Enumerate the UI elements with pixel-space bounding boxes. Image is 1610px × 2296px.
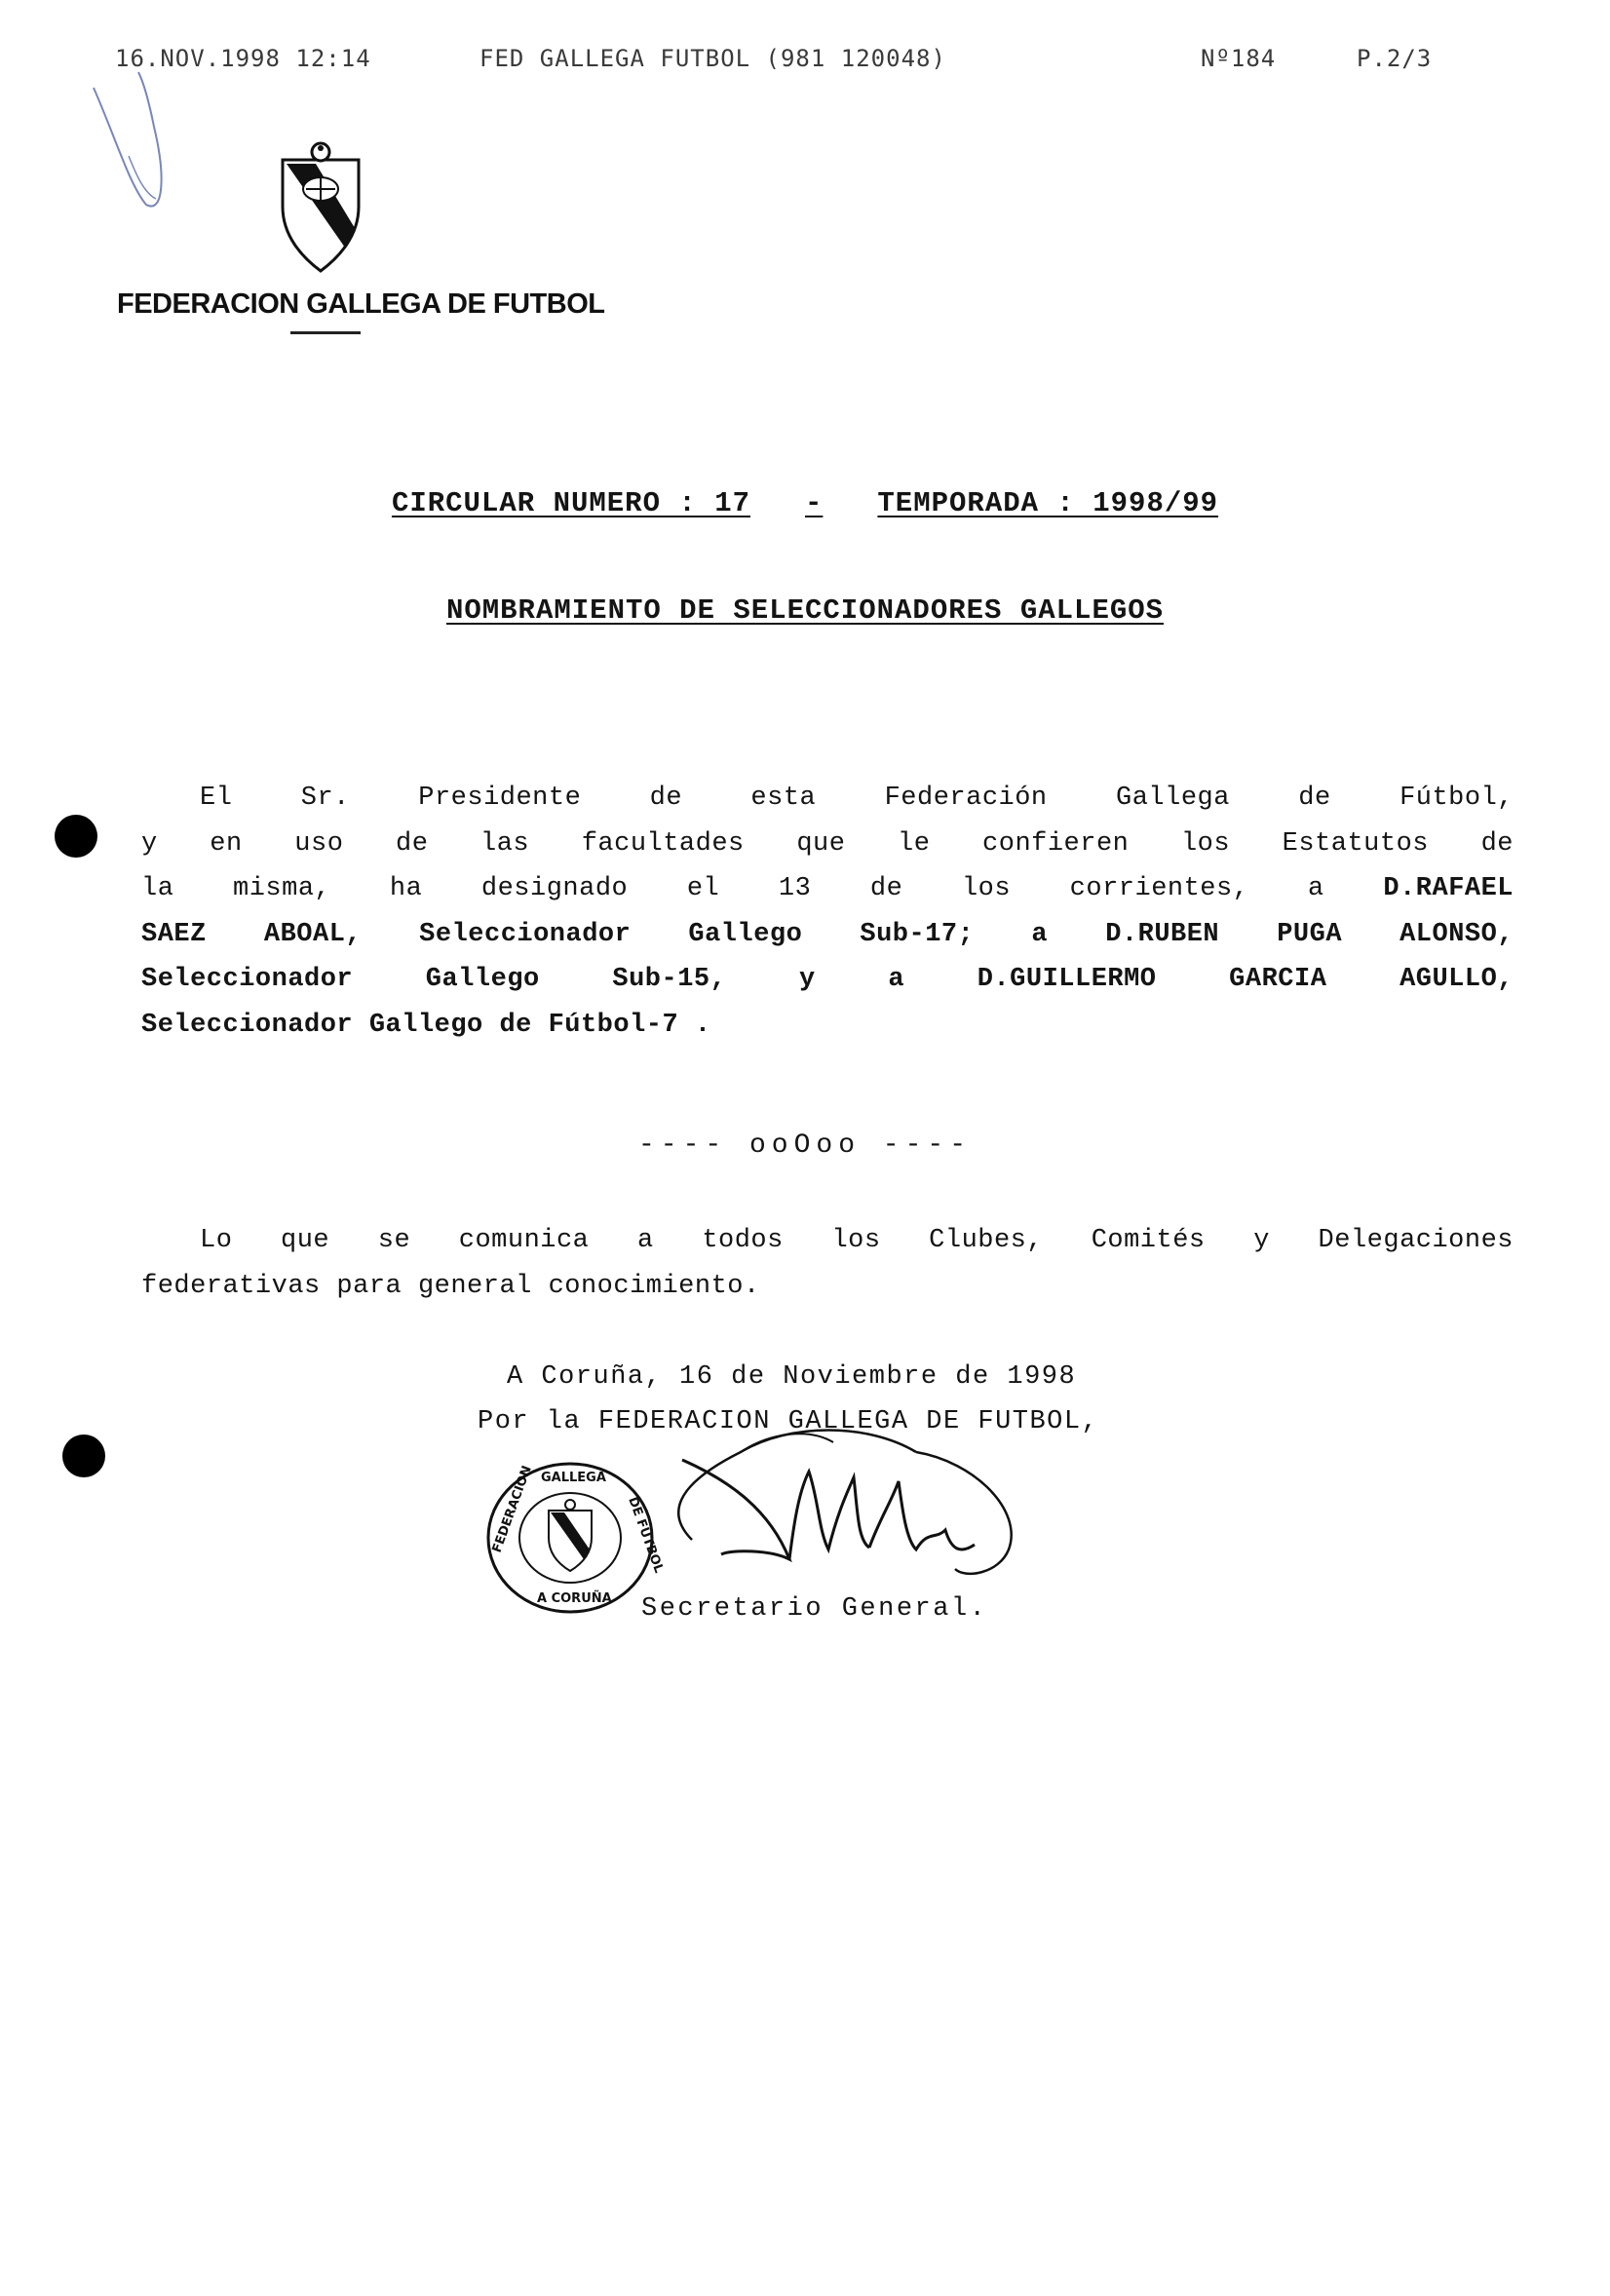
name-guillermo: D.GUILLERMO GARCIA AGULLO, <box>977 965 1514 994</box>
on-behalf-line: Por la FEDERACION GALLEGA DE FUTBOL, <box>478 1407 1099 1436</box>
federation-logo-icon <box>277 138 364 275</box>
circular-season: TEMPORADA : 1998/99 <box>877 487 1219 519</box>
circular-number: CIRCULAR NUMERO : 17 <box>391 487 750 519</box>
section-separator: ---- ooOoo ---- <box>637 1130 973 1161</box>
circular-heading <box>0 487 1610 519</box>
body-line: y en uso de las facultades que le confieren los Estatutos de <box>141 828 1514 859</box>
fax-datetime: 16.NOV.1998 12:14 <box>115 45 371 72</box>
pen-mark-icon <box>86 68 173 214</box>
svg-text:GALLEGA: GALLEGA <box>541 1471 606 1485</box>
body-line: SAEZ ABOAL, Seleccionador Gallego Sub-17; a D.RUBEN PUGA ALONSO, <box>141 919 1514 949</box>
svg-text:DE FUTBOL: DE FUTBOL <box>625 1495 667 1576</box>
organization-name: FEDERACION GALLEGA DE FUTBOL <box>117 288 605 320</box>
svg-text:FEDERACION: FEDERACION <box>489 1464 535 1555</box>
place-date: A Coruña, 16 de Noviembre de 1998 <box>507 1362 1077 1392</box>
fax-page: P.2/3 <box>1357 45 1433 72</box>
letterhead-rule <box>290 331 361 334</box>
communication-line: Lo que se comunica a todos los Clubes, Comités y Delegaciones <box>200 1226 1514 1255</box>
svg-text:A CORUÑA: A CORUÑA <box>537 1591 612 1606</box>
subject-title: NOMBRAMIENTO DE SELECCIONADORES GALLEGOS <box>445 594 1165 627</box>
body-line: Seleccionador Gallego de Fútbol-7 . <box>141 1010 711 1040</box>
communication-paragraph <box>141 1218 1514 1309</box>
signature-icon <box>624 1384 1033 1598</box>
communication-line: federativas para general conocimiento. <box>141 1271 760 1301</box>
body-line: la misma, ha designado el 13 de los corrientes, a D.RAFAEL <box>141 874 1514 903</box>
body-paragraph <box>141 776 1514 1048</box>
punch-hole-bottom <box>62 1435 105 1477</box>
fax-sender: FED GALLEGA FUTBOL (981 120048) <box>479 45 946 72</box>
fax-number: Nº184 <box>1201 45 1277 72</box>
name-rafael: D.RAFAEL <box>1383 874 1514 903</box>
subject-heading <box>0 594 1610 627</box>
punch-hole-top <box>55 815 97 858</box>
circular-dash: - <box>805 487 824 519</box>
body-line: El Sr. Presidente de esta Federación Gallega de Fútbol, <box>200 784 1514 813</box>
signatory-title: Secretario General. <box>641 1594 988 1624</box>
name-ruben: D.RUBEN PUGA ALONSO, <box>1105 919 1514 949</box>
body-line: Seleccionador Gallego Sub-15, y a D.GUILLERMO GARCIA AGULLO, <box>141 965 1514 994</box>
